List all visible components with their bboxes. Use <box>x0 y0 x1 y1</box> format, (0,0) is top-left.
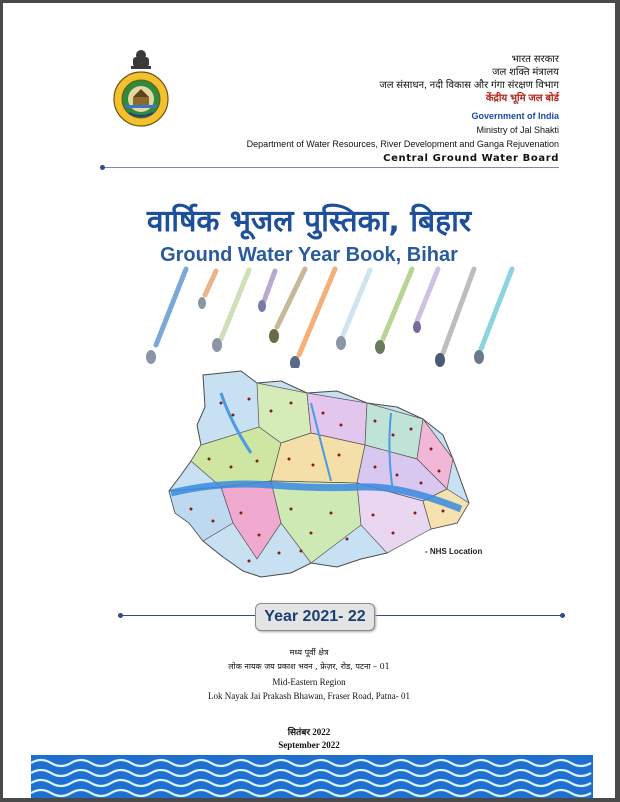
address-en-region: Mid-Eastern Region <box>272 677 346 687</box>
header-hi-department: जल संसाधन, नदी विकास और गंगा संरक्षण विभाग <box>379 80 559 91</box>
address-en-line: Lok Nayak Jai Prakash Bhawan, Fraser Road, Patna- 01 <box>208 691 410 701</box>
title-english: Ground Water Year Book, Bihar <box>160 244 458 266</box>
year-divider-dot-left <box>118 613 123 618</box>
header-hi-ministry: जल शक्ति मंत्रालय <box>492 67 559 78</box>
date-hindi: सितंबर 2022 <box>287 727 331 737</box>
date-english: September 2022 <box>278 740 340 750</box>
year-badge: Year 2021- 22 <box>255 603 375 631</box>
header-en-department: Department of Water Resources, River Development and Ganga Rejuvenation <box>246 139 559 149</box>
address-hi-region: मध्य पूर्वी क्षेत्र <box>289 648 329 657</box>
header-en-government: Government of India <box>471 111 559 121</box>
header-divider <box>103 167 559 168</box>
year-divider-dot-right <box>560 613 565 618</box>
header-hi-government: भारत सरकार <box>511 54 559 65</box>
header-hi-cgwb: केंद्रीय भूमि जल बोर्ड <box>485 93 559 104</box>
title-hindi: वार्षिक भूजल पुस्तिका, बिहार <box>146 204 472 239</box>
header-en-ministry: Ministry of Jal Shakti <box>476 125 559 135</box>
report-cover-page <box>3 3 615 798</box>
map-legend-nhs-location: - NHS Location <box>425 547 483 556</box>
header-en-cgwb: Central Ground Water Board <box>383 153 559 164</box>
address-hi-line: लोक नायक जय प्रकाश भवन , फ्रेज़र, रोड, पटना – 01 <box>228 662 390 671</box>
header-divider-dot <box>100 165 105 170</box>
water-waves-decoration <box>31 755 593 798</box>
cgwb-emblem-icon <box>111 47 171 129</box>
rain-streaks-decoration <box>3 258 615 368</box>
